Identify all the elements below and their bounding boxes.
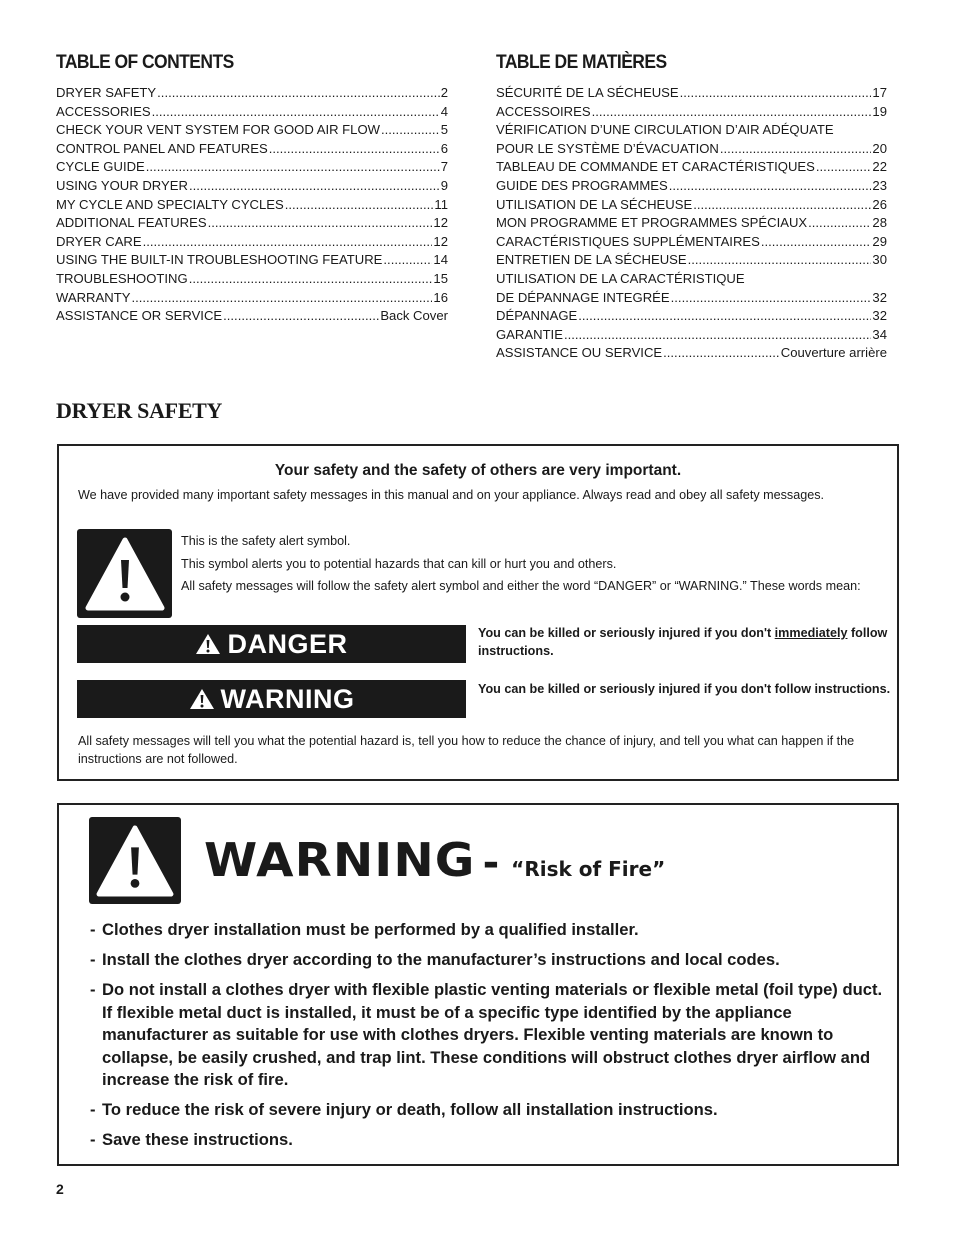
- dot-leader: [223, 307, 379, 326]
- toc-entry: [496, 84, 887, 103]
- list-item-text: Clothes dryer installation must be performed by a qualified installer.: [102, 920, 639, 939]
- toc-heading: TABLE OF CONTENTS: [56, 52, 234, 73]
- fire-instructions-list: [90, 919, 890, 1159]
- dot-leader: [269, 140, 440, 159]
- toc-entry-title: SÉCURITÉ DE LA SÉCHEUSE: [496, 85, 679, 100]
- toc-english: [56, 52, 448, 326]
- toc-entry-title: POUR LE SYSTÈME D’ÉVACUATION: [496, 140, 719, 156]
- toc-entry-title: DRYER CARE: [56, 233, 142, 249]
- danger-text: You can be killed or seriously injured if you don't: [478, 626, 775, 640]
- toc-entry: [496, 326, 887, 345]
- toc-entry-title: MON PROGRAMME ET PROGRAMMES SPÉCIAUX: [496, 215, 808, 231]
- toc-entry-line: VÉRIFICATION D’UNE CIRCULATION D’AIR ADÉQUATE: [496, 122, 834, 138]
- page-number: 2: [56, 1181, 64, 1197]
- warning-signal-bar: [77, 680, 466, 718]
- title-dash: -: [482, 840, 500, 886]
- toc-entry-page: 15: [433, 270, 448, 286]
- toc-entry-title: ASSISTANCE OR SERVICE: [56, 308, 223, 324]
- dot-leader: [157, 84, 440, 103]
- toc-entry: [56, 140, 448, 159]
- toc-entry-page: 22: [872, 159, 887, 175]
- toc-entry-page: 28: [872, 215, 887, 231]
- danger-signal-bar: [77, 625, 466, 663]
- toc-entry-title: ADDITIONAL FEATURES: [56, 215, 207, 231]
- toc-entry-title: ACCESSORIES: [56, 103, 151, 119]
- safety-intro: We have provided many important safety messages in this manual and on your appliance. Always read and obey all safety messages.: [78, 488, 825, 502]
- warning-description: You can be killed or seriously injured if you don't follow instructions.: [478, 682, 891, 696]
- toc-entry-page: 7: [440, 159, 448, 175]
- toc-entry-page: 20: [872, 140, 887, 156]
- dot-leader: [680, 84, 872, 103]
- safety-alert-icon: [89, 817, 181, 904]
- list-item: - Install the clothes dryer according to the manufacturer’s instructions and local codes.: [90, 949, 890, 972]
- alert-line: All safety messages will follow the safety alert symbol and either the word “DANGER” or “WARNING.” These words mean:: [181, 579, 861, 593]
- toc-entry: [496, 177, 887, 196]
- toc-entry-title: CARACTÉRISTIQUES SUPPLÉMENTAIRES: [496, 233, 760, 249]
- toc-entry: [496, 307, 887, 326]
- toc-entry-title: ACCESSOIRES: [496, 103, 591, 119]
- list-item: - Clothes dryer installation must be performed by a qualified installer.: [90, 919, 890, 942]
- toc-entry-page: 30: [872, 252, 887, 268]
- toc-list: [496, 84, 887, 363]
- risk-subtitle: “Risk of Fire”: [511, 857, 666, 881]
- toc-entry-page: 23: [872, 177, 887, 193]
- safety-outro: All safety messages will tell you what the potential hazard is, tell you how to reduce the chance of injury, and tell you what can happen if the instructions are not followed.: [78, 734, 855, 766]
- danger-label: DANGER: [227, 628, 348, 659]
- dot-leader: [663, 344, 780, 363]
- toc-entry: [496, 140, 887, 159]
- list-item: - Save these instructions.: [90, 1129, 890, 1152]
- toc-entry: [56, 270, 448, 289]
- safety-headline: Your safety and the safety of others are very important.: [274, 462, 682, 479]
- toc-entry-title: CYCLE GUIDE: [56, 159, 145, 175]
- alert-symbol-explanation: [181, 532, 881, 595]
- toc-entry: [56, 121, 448, 140]
- alert-line: This symbol alerts you to potential hazards that can kill or hurt you and others.: [181, 556, 617, 571]
- toc-entry: [56, 177, 448, 196]
- toc-entry-title: GUIDE DES PROGRAMMES: [496, 177, 668, 193]
- toc-entry: [496, 196, 887, 215]
- toc-entry-page: 17: [872, 85, 887, 100]
- dot-leader: [189, 177, 440, 196]
- toc-entry: [496, 233, 887, 252]
- dot-leader: [564, 326, 871, 345]
- warning-word: WARNING: [204, 833, 476, 887]
- toc-entry-page: 34: [872, 326, 887, 342]
- toc-entry-title: TABLEAU DE COMMANDE ET CARACTÉRISTIQUES: [496, 159, 815, 175]
- list-item-text: Install the clothes dryer according to the manufacturer’s instructions and local codes.: [102, 950, 780, 969]
- dot-leader: [669, 177, 872, 196]
- dot-leader: [208, 214, 433, 233]
- toc-entry-page: 16: [433, 289, 448, 305]
- toc-heading: TABLE DE MATIÈRES: [496, 52, 667, 73]
- toc-entry-title: MY CYCLE AND SPECIALTY CYCLES: [56, 196, 284, 212]
- toc-entry-title: ENTRETIEN DE LA SÉCHEUSE: [496, 252, 687, 268]
- toc-entry-title: TROUBLESHOOTING: [56, 270, 188, 286]
- fire-warning-box: [57, 803, 899, 1166]
- dot-leader: [383, 251, 432, 270]
- dot-leader: [146, 158, 440, 177]
- toc-entry-title: USING THE BUILT-IN TROUBLESHOOTING FEATURE: [56, 252, 383, 268]
- danger-description: [478, 624, 893, 660]
- dot-leader: [592, 103, 872, 122]
- toc-entry-page: 29: [872, 233, 887, 249]
- toc-entry-page: 2: [440, 85, 448, 100]
- toc-entry: [56, 289, 448, 308]
- safety-alert-icon: [77, 529, 172, 618]
- toc-entry-line: UTILISATION DE LA CARACTÉRISTIQUE: [496, 270, 745, 286]
- toc-entry: [56, 103, 448, 122]
- toc-entry-title: DÉPANNAGE: [496, 308, 578, 324]
- toc-entry: [56, 214, 448, 233]
- warning-label: WARNING: [220, 683, 355, 714]
- toc-entry-page: Back Cover: [380, 308, 448, 324]
- toc-entry-page: 5: [440, 122, 448, 138]
- dot-leader: [816, 158, 872, 177]
- alert-line: This is the safety alert symbol.: [181, 534, 351, 548]
- toc-entry-page: 12: [433, 215, 448, 231]
- toc-entry-title: WARRANTY: [56, 289, 131, 305]
- toc-entry: [496, 214, 887, 233]
- toc-entry-page: 9: [440, 177, 448, 193]
- fire-warning-title: [204, 833, 665, 887]
- toc-french: [496, 52, 887, 363]
- dot-leader: [381, 121, 440, 140]
- toc-entry-title: CHECK YOUR VENT SYSTEM FOR GOOD AIR FLOW: [56, 122, 380, 138]
- list-item-text: To reduce the risk of severe injury or death, follow all installation instructions.: [102, 1100, 718, 1119]
- toc-entry: [496, 158, 887, 177]
- toc-entry: [56, 233, 448, 252]
- toc-entry: [56, 307, 448, 326]
- danger-text: follow instructions.: [478, 626, 888, 658]
- alert-triangle-icon: [195, 633, 221, 655]
- toc-entry-page: 4: [440, 103, 448, 119]
- toc-entry-page: 14: [433, 252, 448, 268]
- toc-entry: [56, 251, 448, 270]
- dot-leader: [131, 289, 432, 308]
- dot-leader: [720, 140, 872, 159]
- dot-leader: [189, 270, 433, 289]
- dot-leader: [578, 307, 871, 326]
- list-item-text: Save these instructions.: [102, 1130, 293, 1149]
- list-item: - Do not install a clothes dryer with flexible plastic venting materials or flexible metal (foil type) duct. If flexible metal duct is installed, it must be of a specific type identified by the appliance manufacturer as suitable for use with clothes dryers. Flexible venting materials are known to collapse, be easily crushed, and trap lint. These conditions will obstruct clothes dryer airflow and increase the risk of fire.: [90, 979, 890, 1092]
- toc-entry-title: DE DÉPANNAGE INTEGRÉE: [496, 289, 670, 305]
- toc-list: [56, 84, 448, 326]
- toc-entry-page: 19: [872, 103, 887, 119]
- toc-entry-page: 6: [440, 140, 448, 156]
- toc-entry-page: 32: [872, 308, 887, 324]
- toc-entry: [56, 84, 448, 103]
- toc-entry-page: Couverture arrière: [780, 345, 887, 361]
- dot-leader: [143, 233, 433, 252]
- dot-leader: [693, 196, 871, 215]
- toc-entry-page: 26: [872, 196, 887, 212]
- list-item: - To reduce the risk of severe injury or death, follow all installation instructions.: [90, 1099, 890, 1122]
- dot-leader: [808, 214, 871, 233]
- toc-entry-page: 12: [433, 233, 448, 249]
- toc-entry-title: GARANTIE: [496, 326, 563, 342]
- toc-entry: [56, 158, 448, 177]
- toc-entry-page: 32: [872, 289, 887, 305]
- danger-emphasis: immediately: [774, 626, 848, 640]
- toc-entry-title: UTILISATION DE LA SÉCHEUSE: [496, 196, 693, 212]
- safety-info-box: [57, 444, 899, 781]
- section-title: DRYER SAFETY: [56, 398, 223, 423]
- toc-entry: [496, 344, 887, 363]
- alert-triangle-icon: [189, 688, 215, 710]
- dot-leader: [152, 103, 440, 122]
- dot-leader: [285, 196, 434, 215]
- toc-entry-title: USING YOUR DRYER: [56, 177, 188, 193]
- toc-entry: [496, 251, 887, 270]
- toc-entry-title: CONTROL PANEL AND FEATURES: [56, 140, 268, 156]
- toc-entry: [56, 196, 448, 215]
- dot-leader: [688, 251, 872, 270]
- toc-entry: [496, 103, 887, 122]
- dot-leader: [671, 289, 872, 308]
- toc-entry: [496, 289, 887, 308]
- dot-leader: [761, 233, 872, 252]
- toc-entry-title: DRYER SAFETY: [56, 85, 157, 100]
- toc-entry-title: ASSISTANCE OU SERVICE: [496, 345, 663, 361]
- list-item-text: Do not install a clothes dryer with flexible plastic venting materials or flexible metal (foil type) duct. If flexible metal duct is installed, it must be of a specific type identified by the appliance manufacturer as suitable for use with clothes dryers. Flexible venting materials are known to collapse, be easily crushed, and trap lint. These conditions will obstruct clothes dryer airflow and increase the risk of fire.: [102, 980, 883, 1089]
- toc-entry-page: 11: [434, 196, 448, 212]
